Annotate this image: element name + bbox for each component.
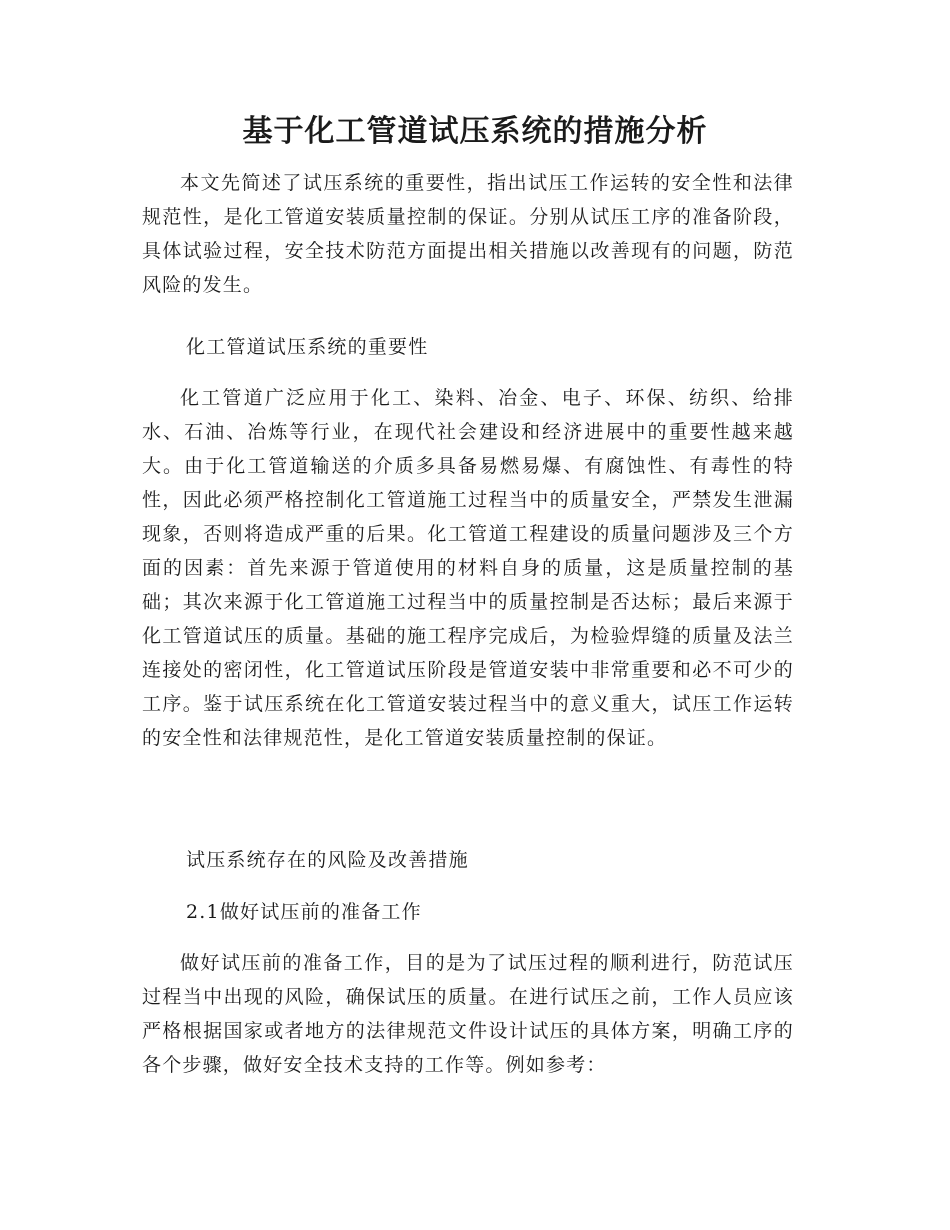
section-2-heading: 试压系统存在的风险及改善措施	[186, 849, 469, 871]
document-title: 基于化工管道试压系统的措施分析	[242, 114, 708, 149]
section-1-paragraph: 化工管道广泛应用于化工、染料、冶金、电子、环保、纺织、给排水、石油、冶炼等行业，在现代社会建设和经济进展中的重要性越来越大。由于化工管道输送的介质多具备易燃易爆、有腐蚀性、有毒性的特性，因此必须严格控制化工管道施工过程当中的质量安全，严禁发生泄漏现象，否则将造成严重的后果。化工管道工程建设的质量问题涉及三个方面的因素：首先来源于管道使用的材料自身的质量，这是质量控制的基础；其次来源于化工管道施工过程当中的质量控制是否达标；最后来源于化工管道试压的质量。基础的施工程序完成后，为检验焊缝的质量及法兰连接处的密闭性，化工管道试压阶段是管道安装中非常重要和必不可少的工序。鉴于试压系统在化工管道安装过程当中的意义重大，试压工作运转的安全性和法律规范性，是化工管道安装质量控制的保证。	[142, 387, 794, 749]
abstract-paragraph: 本文先简述了试压系统的重要性，指出试压工作运转的安全性和法律规范性，是化工管道安装质量控制的保证。分别从试压工序的准备阶段，具体试验过程，安全技术防范方面提出相关措施以改善现有的问题，防范风险的发生。	[142, 172, 794, 296]
section-1-heading: 化工管道试压系统的重要性	[186, 336, 429, 358]
subsection-2-1-paragraph: 做好试压前的准备工作，目的是为了试压过程的顺利进行，防范试压过程当中出现的风险，确保试压的质量。在进行试压之前，工作人员应该严格根据国家或者地方的法律规范文件设计试压的具体方案，明确工序的各个步骤，做好安全技术支持的工作等。例如参考：	[142, 952, 794, 1076]
subsection-2-1-heading: 2.1做好试压前的准备工作	[186, 901, 422, 923]
